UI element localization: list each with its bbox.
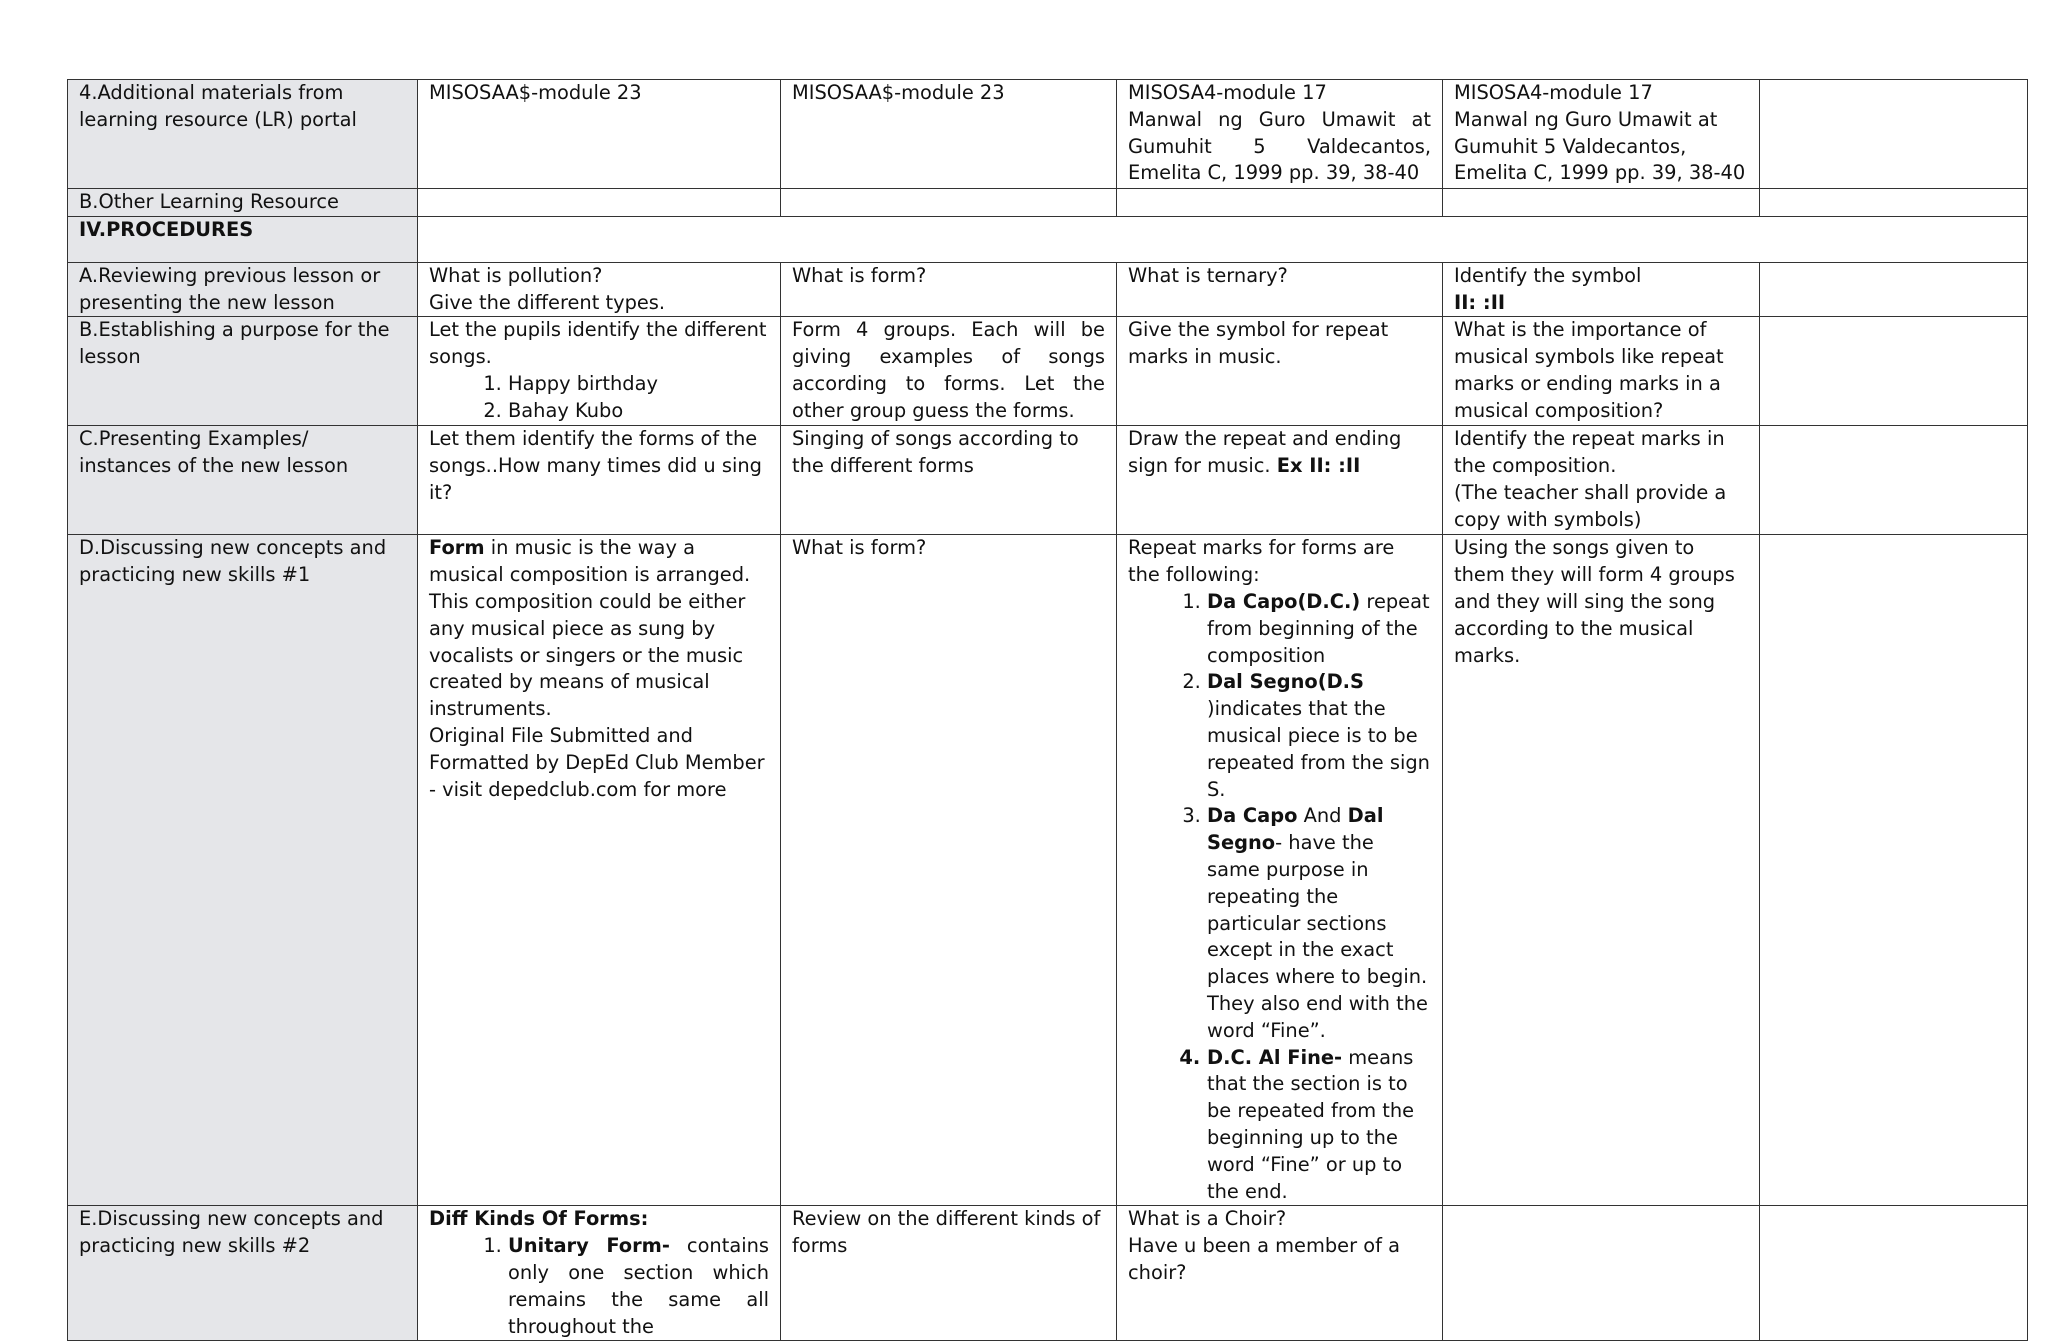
row-label: B.Other Learning Resource (68, 189, 418, 217)
cell-wednesday (1117, 426, 1443, 535)
term: Dal Segno (1207, 804, 1384, 855)
forms-list (429, 1233, 769, 1340)
cell-tuesday: What is form? (781, 535, 1117, 1206)
item-text: And (1297, 804, 1348, 828)
list-item (1207, 669, 1431, 803)
cell-friday (1760, 535, 2028, 1206)
table-row (68, 262, 2028, 317)
cell-line: What is pollution? (429, 263, 603, 287)
song-list (429, 371, 769, 425)
cell-line: What is a Choir? (1128, 1207, 1287, 1231)
row-label: 4.Additional materials from learning resource (LR) portal (68, 80, 418, 189)
cell-friday (1760, 317, 2028, 426)
section-heading-cell (418, 216, 2028, 262)
cell-friday (1760, 426, 2028, 535)
cell-thursday (1443, 262, 1760, 317)
cell-thursday (1443, 1206, 1760, 1341)
cell-wednesday: Give the symbol for repeat marks in music. (1117, 317, 1443, 426)
cell-line: (The teacher shall provide a copy with symbols) (1454, 480, 1727, 531)
section-heading: IV.PROCEDURES (68, 216, 418, 262)
row-label: A.Reviewing previous lesson or presenting the new lesson (68, 262, 418, 317)
cell-heading: Diff Kinds Of Forms: (429, 1207, 649, 1231)
cell-friday (1760, 80, 2028, 189)
cell-line: Identify the symbol (1454, 263, 1642, 287)
term: Form (429, 536, 485, 560)
term: Dal Segno(D.S (1207, 670, 1364, 694)
term: Da Capo (1207, 804, 1298, 828)
cell-line: Manwal ng Guro Umawit at Gumuhit 5 Valdecantos, Emelita C, 1999 pp. 39, 38-40 (1128, 107, 1431, 185)
row-label: E.Discussing new concepts and practicing new skills #2 (68, 1206, 418, 1341)
table-row (68, 189, 2028, 217)
cell-monday: MISOSAA$-module 23 (418, 80, 781, 189)
cell-thursday (1443, 189, 1760, 217)
repeat-marks-list (1128, 589, 1431, 1205)
cell-monday (418, 535, 781, 1206)
row-label: B.Establishing a purpose for the lesson (68, 317, 418, 426)
cell-line: Let the pupils identify the different songs. (429, 318, 767, 369)
list-item: 1. Happy birthday (508, 371, 769, 398)
cell-monday: Let them identify the forms of the songs..How many times did u sing it? (418, 426, 781, 535)
row-label: C.Presenting Examples/ instances of the new lesson (68, 426, 418, 535)
example-symbol: Ex II: :II (1276, 454, 1361, 478)
table-row (68, 317, 2028, 426)
list-item (508, 1233, 769, 1340)
cell-line: MISOSA4-module 17 (1454, 81, 1653, 104)
cell-tuesday: MISOSAA$-module 23 (781, 80, 1117, 189)
table-row (68, 535, 2028, 1206)
cell-monday (418, 1206, 781, 1341)
term: D.C. Al Fine- (1207, 1045, 1343, 1069)
item-text: - have the same purpose in repeating the particular sections except in the exact places where to begin. They also end with the word “Fine”. (1207, 831, 1428, 1042)
term: Da Capo(D.C.) (1207, 589, 1361, 613)
cell-tuesday: Singing of songs according to the different forms (781, 426, 1117, 535)
item-text: means that the section is to be repeated from the beginning up to the word “Fine” or up to the end. (1207, 1045, 1415, 1203)
cell-line: Give the different types. (429, 290, 666, 314)
cell-wednesday (1117, 189, 1443, 217)
cell-wednesday: What is ternary? (1117, 262, 1443, 317)
daily-lesson-log-table (67, 79, 2028, 1341)
item-text: repeat from beginning of the composition (1207, 589, 1430, 667)
cell-friday (1760, 262, 2028, 317)
item-text: )indicates that the musical piece is to be repeated from the sign S. (1207, 697, 1430, 801)
cell-friday (1760, 189, 2028, 217)
cell-wednesday (1117, 1206, 1443, 1341)
cell-thursday (1443, 426, 1760, 535)
cell-thursday: Using the songs given to them they will form 4 groups and they will sing the song according to the musical marks. (1443, 535, 1760, 1206)
cell-line: Identify the repeat marks in the composition. (1454, 427, 1725, 478)
cell-tuesday: Form 4 groups. Each will be giving examples of songs according to forms. Let the other group guess the forms. (781, 317, 1117, 426)
cell-tuesday: Review on the different kinds of forms (781, 1206, 1117, 1341)
list-item (1207, 803, 1431, 1044)
list-item: 2. Bahay Kubo (508, 398, 769, 425)
cell-monday (418, 262, 781, 317)
cell-friday (1760, 1206, 2028, 1341)
list-item (1207, 589, 1431, 669)
cell-tuesday: What is form? (781, 262, 1117, 317)
table-row (68, 80, 2028, 189)
cell-line: MISOSA4-module 17 (1128, 81, 1327, 104)
list-item (1207, 1045, 1431, 1206)
cell-monday (418, 189, 781, 217)
cell-monday (418, 317, 781, 426)
table-row (68, 426, 2028, 535)
cell-text: in music is the way a musical composition is arranged. This composition could be either any musical piece as sung by vocalists or singers or the music created by means of musical instruments. (429, 536, 751, 721)
cell-wednesday (1117, 80, 1443, 189)
repeat-symbol: II: :II (1454, 290, 1506, 314)
row-label: D.Discussing new concepts and practicing new skills #1 (68, 535, 418, 1206)
cell-line: Repeat marks for forms are the following: (1128, 536, 1395, 587)
cell-line: Manwal ng Guro Umawit at Gumuhit 5 Valdecantos, Emelita C, 1999 pp. 39, 38-40 (1454, 107, 1746, 185)
table-row (68, 216, 2028, 262)
cell-text: Draw the repeat and ending sign for music. (1128, 427, 1402, 478)
cell-thursday: What is the importance of musical symbols like repeat marks or ending marks in a musical composition? (1443, 317, 1760, 426)
cell-thursday (1443, 80, 1760, 189)
cell-line: Have u been a member of a choir? (1128, 1234, 1400, 1284)
cell-tuesday (781, 189, 1117, 217)
table-row (68, 1206, 2028, 1341)
watermark-note: Original File Submitted and Formatted by DepEd Club Member - visit depedclub.com for more (429, 723, 765, 801)
term: Unitary Form- (508, 1234, 670, 1258)
item-text: contains only one section which remains the same all throughout the (508, 1234, 769, 1338)
cell-wednesday (1117, 535, 1443, 1206)
